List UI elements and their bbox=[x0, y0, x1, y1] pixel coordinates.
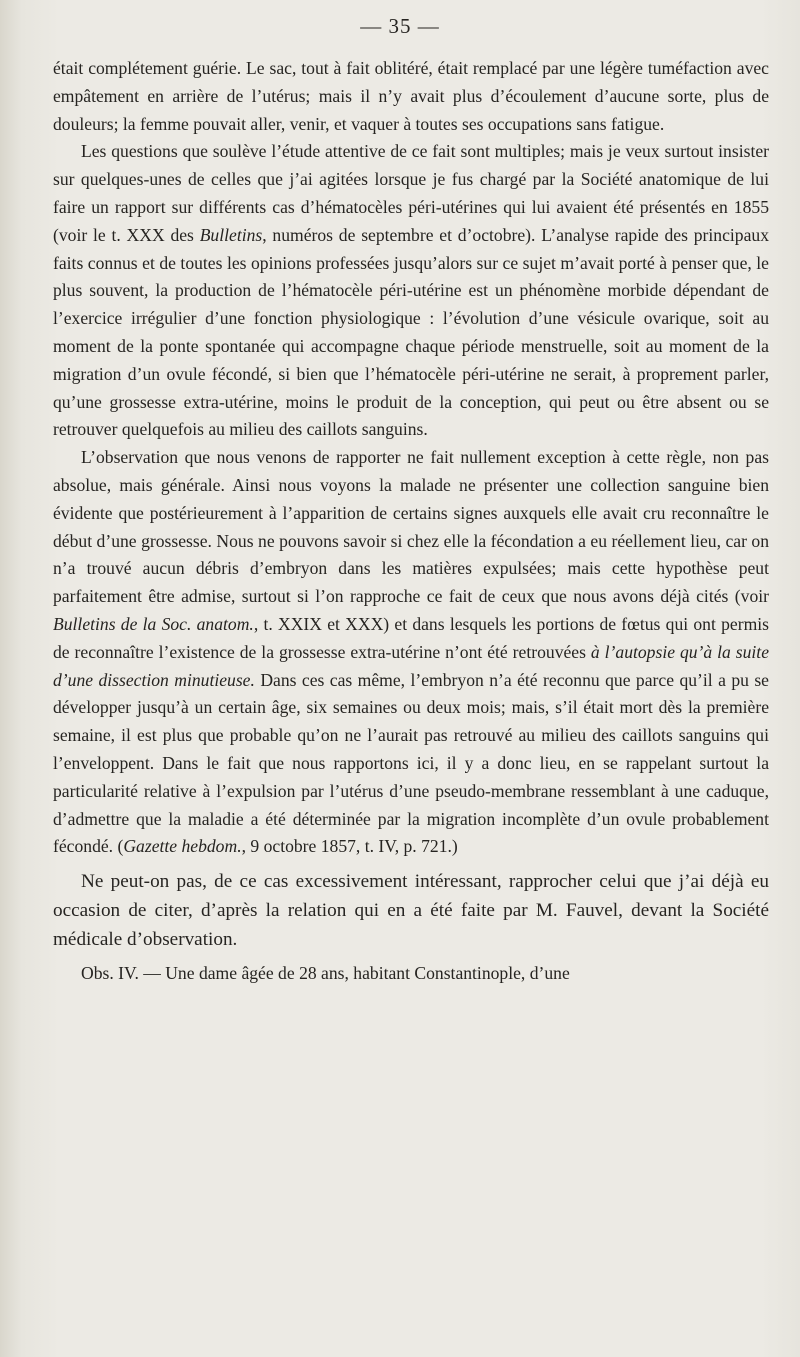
bulletins-soc-anatom-citation: Bulletins de la Soc. anatom. bbox=[53, 613, 254, 634]
paragraph-4: Ne peut-on pas, de ce cas excessivement intéressant, rapprocher celui que j’ai déjà eu occasion de citer, d’après la relation qui en a été faite par M. Fauvel, devant la Société médicale d’observation. bbox=[53, 871, 769, 951]
gazette-citation: Gazette hebdom. bbox=[123, 836, 242, 857]
body-text bbox=[53, 55, 769, 988]
paragraph-1: était complétement guérie. Le sac, tout à fait oblitéré, était remplacé par une légère tuméfaction avec empâtement en arrière de l’utérus; mais il n’y avait plus d’écoulement d’aucune sorte, plus de douleurs; la femme pouvait aller, venir, et vaquer à toutes ses occupations sans fatigue. bbox=[53, 58, 769, 134]
paragraph-2: Les questions que soulève l’étude attentive de ce fait sont multiples; mais je veux surtout insister sur quelques-unes de celles que j’ai agitées lorsque je fus chargé par la Société anatomique de lui faire un rapport sur différents cas d’hématocèles péri-utérines qui lui avaient été présentés en 1855 (voir le t. XXX des Bulletins, numéros de septembre et d’octobre). L’analyse rapide des principaux faits connus et de toutes les opinions professées jusqu’alors sur ce sujet m’avait porté à penser que, le plus souvent, la production de l’hématocèle péri-utérine est un phénomène morbide dépendant de l’exercice irrégulier d’une fonction physiologique : l’évolution d’une vésicule ovarique, soit au moment de la ponte spontanée qui accompagne chaque période menstruelle, soit au moment de la migration d’un ovule fécondé, si bien que l’hématocèle péri-utérine ne serait, à proprement parler, qu’une grossesse extra-utérine, moins le produit de la conception, qui peut ou être absent ou se retrouver quelquefois au milieu des caillots sanguins. bbox=[53, 141, 769, 440]
bulletins-citation: Bulletins bbox=[199, 224, 263, 245]
observation-heading: Obs. IV. — Une dame âgée de 28 ans, habitant Constantinople, d’une bbox=[81, 963, 570, 984]
paragraph-3: L’observation que nous venons de rapporter ne fait nullement exception à cette règle, non pas absolue, mais générale. Ainsi nous voyons la malade ne présenter une collection sanguine bien évidente que postérieurement à l’apparition de certains signes auxquels elle avait cru reconnaître le début d’une grossesse. Nous ne pouvons savoir si chez elle la fécondation a eu réellement lieu, car on n’a trouvé aucun débris d’embryon dans les matières expulsées; mais cette hypothèse peut parfaitement être admise, surtout si l’on rapproche ce fait de ceux que nous avons déjà cités (voir Bulletins de la Soc. anatom., t. XXIX et XXX) et dans lesquels les portions de fœtus qui ont permis de reconnaître l’existence de la grossesse extra-utérine n’ont été retrouvées à l’autopsie qu’à la suite d’une dissection minutieuse. Dans ces cas même, l’embryon n’a été reconnu que parce qu’il a pu se développer jusqu’à un certain âge, six semaines ou deux mois; mais, s’il était mort dès la première semaine, il est plus que probable qu’on ne l’aurait pas retrouvé au milieu des caillots sanguins qui l’enveloppent. Dans le fait que nous rapportons ici, il y a donc lieu, en se rappelant surtout la particularité relative à l’expulsion par l’utérus d’une pseudo-membrane ressemblant à une caduque, d’admettre que la maladie a été déterminée par la migration incomplète d’un ovule probablement fécondé. (Gazette hebdom., 9 octobre 1857, t. IV, p. 721.) bbox=[53, 447, 770, 857]
autopsie-phrase: à l’autopsie qu’à la suite d’une dissection minutieuse. bbox=[53, 641, 770, 690]
page-number: — 35 — bbox=[360, 14, 440, 38]
